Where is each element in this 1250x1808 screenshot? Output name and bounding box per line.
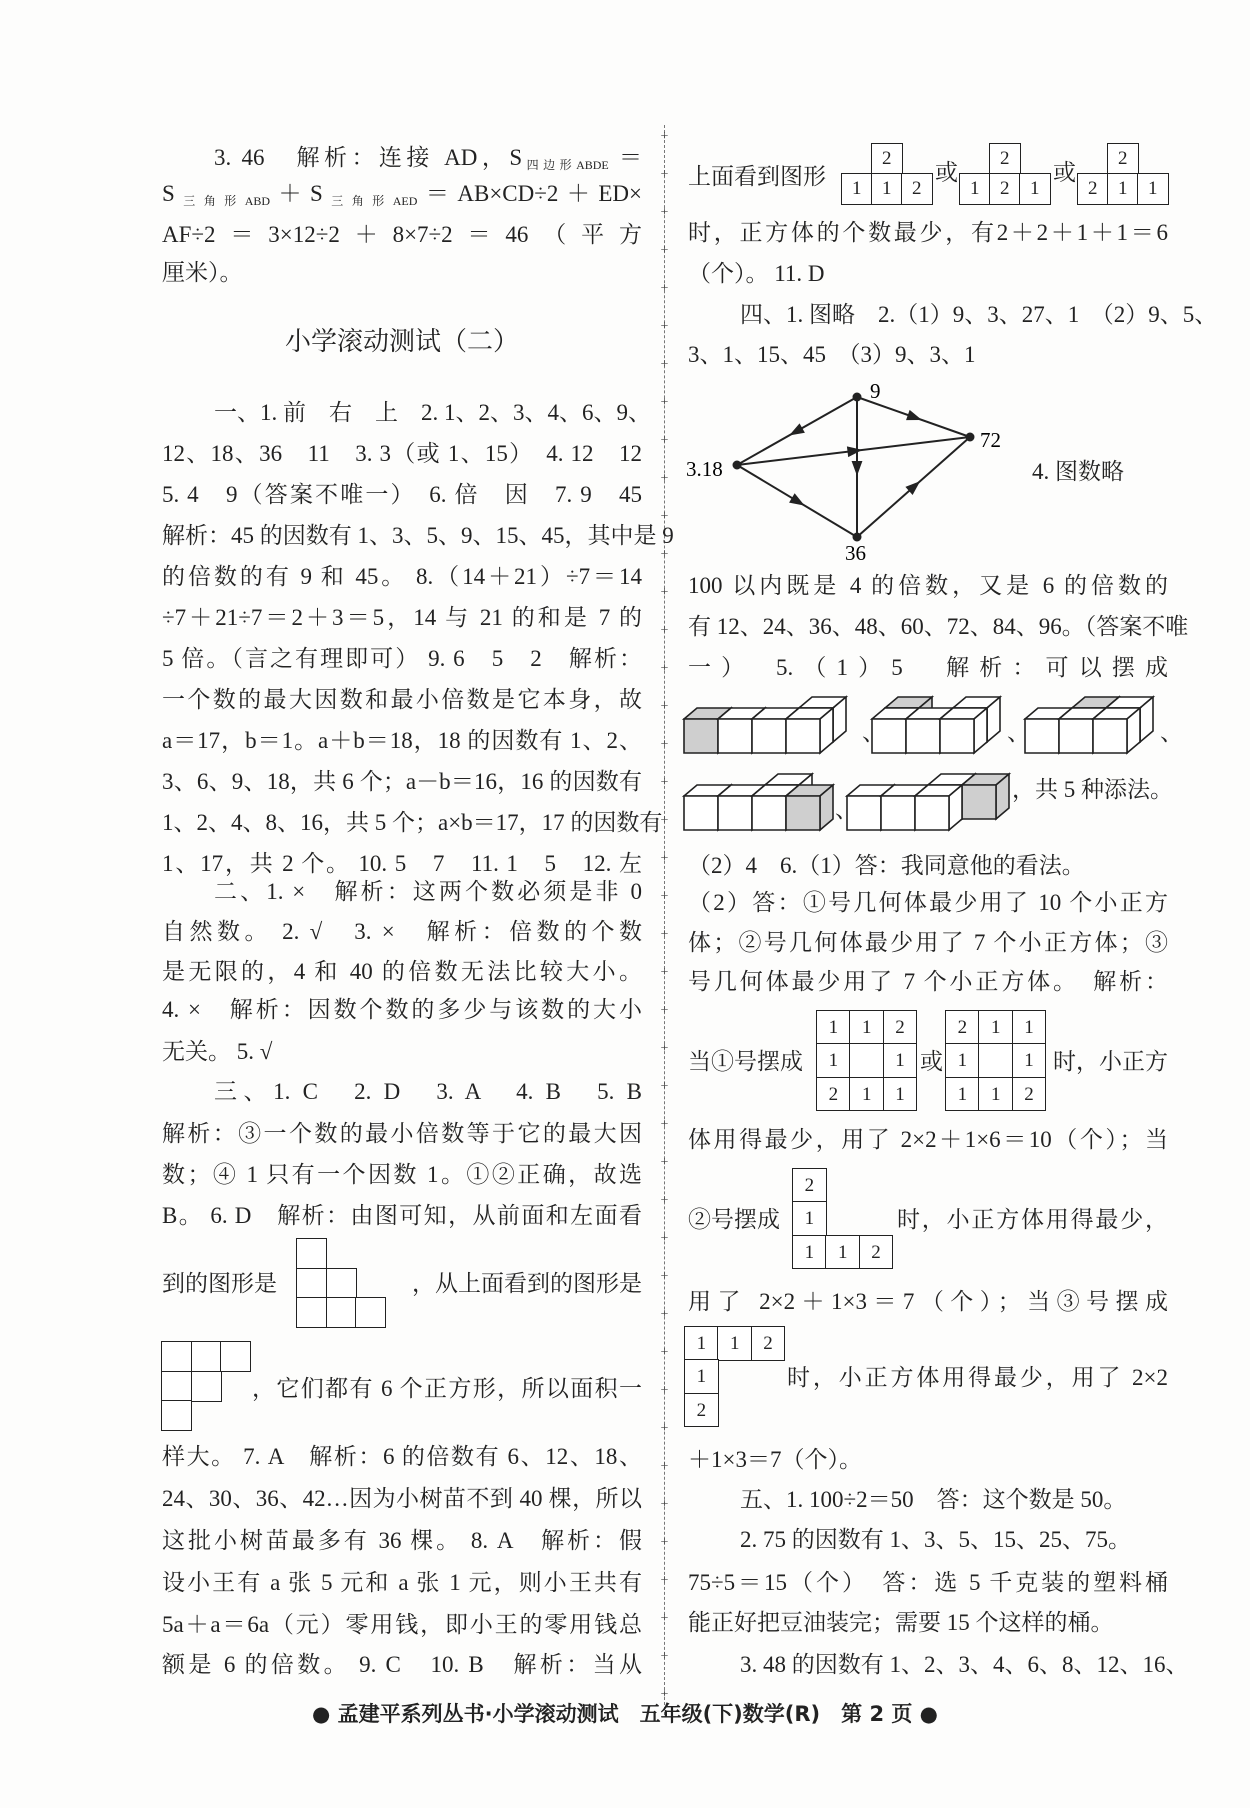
divider-plus-mark: +: [660, 547, 669, 562]
cube-face: [718, 796, 752, 830]
grid-cell: 1: [841, 173, 873, 205]
answer-line: a＝17，b＝1。a＋b＝18，18 的因数有 1、2、: [162, 728, 642, 753]
grid-cell: 1: [825, 1235, 860, 1270]
answer-line: 二、1. × 解析：这两个数必须是非 0: [214, 879, 642, 904]
text: S: [162, 181, 175, 206]
answer-line: 4. × 解析：因数个数的多少与该数的大小: [162, 997, 642, 1022]
divider-plus-mark: +: [660, 281, 669, 296]
grid-cell: [191, 1341, 222, 1372]
divider-plus-mark: +: [660, 471, 669, 486]
divider-plus-mark: +: [660, 1155, 669, 1170]
answer-line: （2）答：①号几何体最少用了 10 个小正方: [688, 890, 1168, 915]
answer-line: ，它们都有 6 个正方形，所以面积一: [252, 1376, 642, 1401]
answer-line: 时，正方体的个数最少，有2＋2＋1＋1＝6: [688, 220, 1168, 245]
divider-plus-mark: +: [660, 1459, 669, 1474]
answer-line: 1、2、4、8、16，共 5 个；a×b＝17，17 的因数有: [162, 810, 663, 835]
graph-node-label: 36: [845, 541, 866, 565]
grid-cell: 1: [978, 1077, 1013, 1112]
divider-plus-mark: +: [660, 1117, 669, 1132]
cube-face: [786, 796, 820, 830]
grid-cell: 2: [816, 1077, 851, 1112]
answer-line: 号几何体最少用了 7 个小正方体。 解析：: [688, 969, 1168, 994]
grid-cell: [296, 1297, 327, 1328]
grid-cell: 1: [816, 1010, 851, 1045]
grid-cell: 1: [792, 1235, 827, 1270]
grid-cell: 1: [684, 1359, 719, 1394]
answer-line: 四、1. 图略 2.（1）9、3、27、1 （2）9、5、: [740, 302, 1218, 327]
divider-plus-mark: +: [660, 1497, 669, 1512]
divider-plus-mark: +: [660, 433, 669, 448]
divider-plus-mark: +: [660, 1003, 669, 1018]
grid-cell: 1: [883, 1077, 918, 1112]
answer-line: 100 以内既是 4 的倍数，又是 6 的倍数的: [688, 573, 1168, 598]
grid-cell: 1: [871, 173, 903, 205]
grid-cell: 1: [1107, 173, 1139, 205]
page-footer: ● 孟建平系列丛书·小学滚动测试 五年级(下)数学(R) 第 2 页 ●: [311, 1702, 939, 1726]
answer-line: 五、1. 100÷2＝50 答：这个数是 50。: [740, 1487, 1127, 1512]
grid-cell: 1: [792, 1201, 827, 1236]
divider-plus-mark: +: [660, 661, 669, 676]
answer-line: B。 6. D 解析：由图可知，从前面和左面看: [162, 1203, 642, 1228]
answer-line: 3、6、9、18，共 6 个；a－b＝16，16 的因数有: [162, 769, 642, 794]
answer-line: 一） 5.（1）5 解析：可以摆成: [688, 655, 1168, 680]
grid-cell: [220, 1341, 251, 1372]
answer-line: 额是 6 的倍数。 9. C 10. B 解析：当从: [162, 1652, 642, 1677]
grid-cell: 1: [717, 1326, 752, 1361]
divider-plus-mark: +: [660, 1573, 669, 1588]
subscript: 四边形ABDE: [522, 158, 609, 172]
answer-line: 3. 48 的因数有 1、2、3、4、6、8、12、16、: [740, 1652, 1189, 1677]
answer-line: （个）。 11. D: [688, 261, 825, 286]
answer-line: 有 12、24、36、48、60、72、84、96。（答案不唯: [688, 614, 1189, 639]
answer-line: 3、1、15、45 （3）9、3、1: [688, 342, 976, 367]
grid-cell: 2: [751, 1326, 786, 1361]
answer-line: 时，小正方体用得最少，用了 2×2: [787, 1365, 1168, 1390]
answer-line: 一个数的最大因数和最小倍数是它本身，故: [162, 687, 642, 712]
divider-plus-mark: +: [660, 129, 669, 144]
answer-line: 体；②号几何体最少用了 7 个小正方体；③: [688, 930, 1168, 955]
cube-face: [915, 796, 949, 830]
divider-plus-mark: +: [660, 965, 669, 980]
grid-cell: 1: [1019, 173, 1051, 205]
cube-face: [752, 719, 786, 753]
or-text: 或: [1053, 160, 1076, 185]
grid-cell: [355, 1297, 386, 1328]
grid-cell: 1: [945, 1043, 980, 1078]
divider-plus-mark: +: [660, 319, 669, 334]
answer-line: 能正好把豆油装完；需要 15 个这样的桶。: [688, 1610, 1114, 1635]
answer-line: 12、18、36 11 3. 3（或 1、15） 4. 12 12: [162, 441, 642, 466]
cube-face: [962, 785, 996, 819]
answer-line: 三、1. C 2. D 3. A 4. B 5. B: [214, 1079, 642, 1104]
grid-cell: 1: [684, 1326, 719, 1361]
divider-plus-mark: +: [660, 1535, 669, 1550]
divider-plus-mark: +: [660, 1345, 669, 1360]
divider-plus-mark: +: [660, 1383, 669, 1398]
answer-line: 厘米）。: [162, 260, 243, 285]
answer-line: 5a＋a＝6a（元）零用钱，即小王的零用钱总: [162, 1612, 642, 1637]
grid-cell: 1: [1012, 1043, 1047, 1078]
divider-plus-mark: +: [660, 1269, 669, 1284]
answer-line: 上面看到图形: [688, 164, 826, 189]
divider-plus-mark: +: [660, 851, 669, 866]
grid-cell: [161, 1400, 192, 1431]
answer-line: 的倍数的有 9 和 45。 8.（14＋21）÷7＝14: [162, 564, 642, 589]
answer-line: 时，小正方: [1053, 1049, 1168, 1074]
grid-cell: [849, 1043, 884, 1078]
divider-plus-mark: +: [660, 205, 669, 220]
answer-line: 5. 4 9（答案不唯一） 6. 倍 因 7. 9 45: [162, 482, 642, 507]
subscript: 三角形AED: [322, 194, 418, 208]
grid-cell: 1: [945, 1077, 980, 1112]
separator: 、: [862, 720, 885, 745]
grid-cell: [326, 1297, 357, 1328]
divider-plus-mark: +: [660, 357, 669, 372]
separator: 、: [1160, 720, 1183, 745]
answer-line: 无关。 5. √: [162, 1039, 273, 1064]
divider-plus-mark: +: [660, 1649, 669, 1664]
answer-line: 样大。 7. A 解析：6 的倍数有 6、12、18、: [162, 1444, 642, 1469]
grid-cell: [978, 1043, 1013, 1078]
separator: 、: [835, 797, 858, 822]
cube-face: [752, 796, 786, 830]
grid-cell: 2: [989, 173, 1021, 205]
grid-cell: [161, 1341, 192, 1372]
grid-cell: [296, 1268, 327, 1299]
divider-plus-mark: +: [660, 775, 669, 790]
answer-line: 用了 2×2＋1×3＝7（个）；当③号摆成: [688, 1289, 1168, 1314]
answer-line: ②号摆成: [688, 1207, 780, 1232]
cube-face: [940, 719, 974, 753]
divider-plus-mark: +: [660, 699, 669, 714]
divider-plus-mark: +: [660, 1687, 669, 1702]
separator: 、: [1007, 720, 1030, 745]
grid-cell: 2: [871, 143, 903, 175]
grid-cell: [326, 1268, 357, 1299]
grid-cell: 2: [901, 173, 933, 205]
answer-line: 是无限的，4 和 40 的倍数无法比较大小。: [162, 959, 642, 984]
answer-line: 体用得最少，用了 2×2＋1×6＝10（个）；当: [688, 1127, 1168, 1152]
grid-cell: 2: [1107, 143, 1139, 175]
divider-plus-mark: +: [660, 243, 669, 258]
cube-face: [1093, 719, 1127, 753]
divider-plus-mark: +: [660, 813, 669, 828]
divider-plus-mark: +: [660, 737, 669, 752]
divider-plus-mark: +: [660, 623, 669, 638]
grid-cell: 2: [989, 143, 1021, 175]
section-title: 小学滚动测试（二）: [284, 327, 519, 356]
answer-line: ÷7＋21÷7＝2＋3＝5，14 与 21 的和是 7 的: [162, 605, 642, 630]
divider-plus-mark: +: [660, 1193, 669, 1208]
grid-cell: 1: [978, 1010, 1013, 1045]
cube-face: [786, 719, 820, 753]
cube-arrangements: [0, 0, 1250, 900]
divider-plus-mark: +: [660, 1421, 669, 1436]
divider-plus-mark: +: [660, 395, 669, 410]
cube-face: [684, 796, 718, 830]
answer-line: 自然数。 2. √ 3. × 解析：倍数的个数: [162, 919, 642, 944]
answer-line: 24、30、36、42…因为小树苗不到 40 棵，所以: [162, 1486, 642, 1511]
answer-line: （2）4 6.（1）答：我同意他的看法。: [688, 853, 1085, 878]
divider-plus-mark: +: [660, 927, 669, 942]
divider-plus-mark: +: [660, 1231, 669, 1246]
grid-cell: 1: [849, 1077, 884, 1112]
text: ＋S: [270, 181, 323, 206]
divider-plus-mark: +: [660, 1041, 669, 1056]
text: 3. 46 解析：连接 AD，S: [214, 145, 523, 170]
answer-line: 设小王有 a 张 5 元和 a 张 1 元，则小王共有: [162, 1570, 642, 1595]
grid-cell: [161, 1371, 192, 1402]
answer-line: 这批小树苗最多有 36 棵。 8. A 解析：假: [162, 1528, 642, 1553]
divider-plus-mark: +: [660, 889, 669, 904]
graph-node-label: 9: [870, 379, 881, 403]
grid-cell: 2: [883, 1010, 918, 1045]
text: ＝AB×CD÷2＋ED×: [417, 181, 642, 206]
cube-face: [718, 719, 752, 753]
cube-face: [1059, 719, 1093, 753]
answer-line: 当①号摆成: [688, 1049, 803, 1074]
cube-face: [881, 796, 915, 830]
answer-line: ，从上面看到的图形是: [412, 1271, 642, 1296]
grid-cell: [191, 1371, 222, 1402]
grid-cell: 2: [684, 1393, 719, 1428]
grid-cell: 1: [816, 1043, 851, 1078]
graph-node-label: 3.18: [686, 457, 723, 481]
answer-line: 4. 图数略: [1032, 459, 1124, 484]
answer-line: 解析：45 的因数有 1、3、5、9、15、45，其中是 9: [162, 523, 674, 548]
answer-line: 一、1. 前 右 上 2. 1、2、3、4、6、9、: [214, 400, 651, 425]
cube-face: [684, 719, 718, 753]
answer-line: ＋1×3＝7（个）。: [688, 1447, 862, 1472]
cube-face: [906, 719, 940, 753]
grid-cell: 2: [945, 1010, 980, 1045]
answer-line: 2. 75 的因数有 1、3、5、15、25、75。: [740, 1527, 1131, 1552]
subscript: 三角形ABD: [174, 194, 271, 208]
grid-cell: 1: [883, 1043, 918, 1078]
answer-line: 75÷5＝15（个） 答：选 5 千克装的塑料桶: [688, 1570, 1168, 1595]
divider-plus-mark: +: [660, 1307, 669, 1322]
grid-cell: [296, 1238, 327, 1269]
divider-plus-mark: +: [660, 585, 669, 600]
divider-plus-mark: +: [660, 1079, 669, 1094]
answer-line: 解析：③一个数的最小倍数等于它的最大因: [162, 1121, 642, 1146]
text: ＝: [608, 145, 643, 170]
answer-line: AF÷2＝3×12÷2＋8×7÷2＝46（平方: [162, 222, 642, 247]
answer-line: 到的图形是: [162, 1271, 277, 1296]
answer-line: 时，小正方体用得最少，: [897, 1207, 1168, 1232]
grid-cell: 1: [1137, 173, 1169, 205]
answer-line: 数；④ 1 只有一个因数 1。①②正确，故选: [162, 1162, 642, 1187]
or-text: 或: [920, 1049, 943, 1074]
grid-cell: 1: [849, 1010, 884, 1045]
grid-cell: 1: [959, 173, 991, 205]
grid-cell: 2: [792, 1168, 827, 1203]
grid-cell: 2: [1012, 1077, 1047, 1112]
divider-plus-mark: +: [660, 167, 669, 182]
divider-plus-mark: +: [660, 1611, 669, 1626]
divider-plus-mark: +: [660, 509, 669, 524]
grid-cell: 2: [1077, 173, 1109, 205]
cube-face: [1025, 719, 1059, 753]
answer-line: 5 倍。（言之有理即可） 9. 6 5 2 解析：: [162, 646, 642, 671]
grid-cell: 2: [859, 1235, 894, 1270]
answer-line: 1、17，共 2 个。 10. 5 7 11. 1 5 12. 左: [162, 851, 642, 876]
graph-node-label: 72: [980, 428, 1001, 452]
grid-cell: 1: [1012, 1010, 1047, 1045]
answer-line: ，共 5 种添法。: [1012, 777, 1173, 802]
or-text: 或: [935, 160, 958, 185]
